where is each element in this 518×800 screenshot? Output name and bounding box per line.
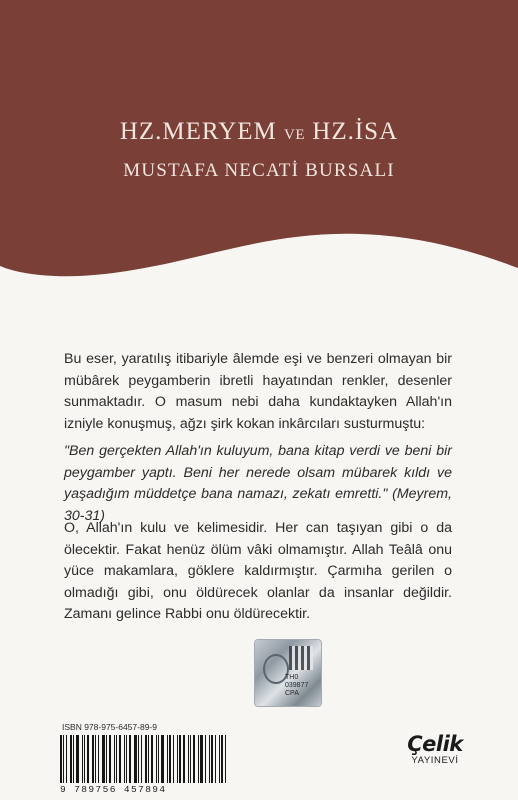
- title-conjunction: VE: [284, 127, 306, 143]
- barcode-bar: [183, 735, 185, 783]
- barcode-bar: [138, 735, 139, 783]
- barcode-bar: [200, 735, 203, 783]
- barcode-bar: [63, 735, 64, 783]
- barcode-bar: [190, 735, 191, 783]
- barcode-bar: [98, 735, 99, 783]
- hologram-code-line-1: TH0: [285, 674, 299, 681]
- barcode-bar: [116, 735, 117, 783]
- barcode-bar: [169, 735, 171, 783]
- barcode-bar: [209, 735, 210, 783]
- quote-block: [64, 441, 452, 527]
- barcode-bar: [145, 735, 147, 783]
- barcode-bar: [126, 735, 127, 783]
- barcode-bar: [114, 735, 115, 783]
- barcode-bar: [179, 735, 181, 783]
- barcode-bar: [156, 735, 157, 783]
- barcode-bar: [158, 735, 159, 783]
- blurb-paragraph-1: Bu eser, yaratılış itibariyle âlemde eşi ve benzeri olmayan bir mübârek peygamberin ibretli hayatından renkler, desenler sunmaktadır. O masum nebi daha kundaktayken Allah'ın izniyle konuşmuş, ağzı şirk kokan inkârcıları susturmuştu:: [64, 351, 452, 432]
- barcode-bar: [198, 735, 199, 783]
- barcode-bar: [193, 735, 195, 783]
- barcode-bar: [119, 735, 121, 783]
- barcode-bar: [151, 735, 153, 783]
- title-part-meryem: HZ.MERYEM: [119, 118, 277, 145]
- title-band: [0, 0, 518, 300]
- barcode-bar: [148, 735, 149, 783]
- barcode-bar: [211, 735, 213, 783]
- barcode-bar: [95, 735, 96, 783]
- barcode-bar: [109, 735, 111, 783]
- barcode-bar: [188, 735, 189, 783]
- publisher-subtitle: YAYINEVİ: [411, 755, 459, 766]
- hologram-code-line-3: CPA: [285, 690, 299, 697]
- barcode-bar: [106, 735, 107, 783]
- qr-code-icon: [289, 646, 313, 670]
- barcode-bar: [82, 735, 83, 783]
- barcode-bar: [70, 735, 72, 783]
- barcode-bar: [215, 735, 216, 783]
- book-title: [0, 118, 518, 146]
- barcode-bar: [161, 735, 164, 783]
- barcode-bar: [87, 735, 89, 783]
- quote-text: "Ben gerçekten Allah'ın kuluyum, bana kitap verdi ve beni bir peygamber yaptı. Beni her nerede olsam mübarek kıldı ve yaşadığım müddetçe bana namazı, zekatı emretti." (Meyrem, 30-31): [64, 443, 452, 524]
- barcode-bar: [221, 735, 223, 783]
- blurb-paragraph: [64, 349, 452, 435]
- barcode-bar: [173, 735, 174, 783]
- publisher-name: Çelik: [407, 732, 463, 756]
- barcode-block: [60, 722, 229, 795]
- hologram-sticker: [255, 640, 321, 706]
- barcode-bar: [102, 735, 105, 783]
- publisher-logo: [400, 732, 470, 766]
- title-part-isa: HZ.İSA: [312, 118, 399, 145]
- barcode-bar: [76, 735, 79, 783]
- barcode-bars: [60, 735, 229, 783]
- barcode-bar: [84, 735, 85, 783]
- barcode-bar: [66, 735, 67, 783]
- hologram-code: [285, 674, 308, 698]
- barcode-bar: [124, 735, 125, 783]
- isbn-label: ISBN 978-975-6457-89-9: [62, 722, 157, 732]
- barcode-bar: [141, 735, 142, 783]
- barcode-bar: [134, 735, 137, 783]
- barcode-bar: [225, 735, 226, 783]
- barcode-bar: [205, 735, 206, 783]
- barcode-bar: [167, 735, 168, 783]
- author-name: MUSTAFA NECATİ BURSALI: [123, 160, 395, 181]
- barcode-bar: [177, 735, 178, 783]
- barcode-number: 9 789756 457894: [60, 784, 167, 795]
- blurb-paragraph-2: O, Allah'ın kulu ve kelimesidir. Her can taşıyan gibi o da ölecektir. Fakat henüz ölüm vâki olmamıştır. Allah Teâlâ onu yüce makamlara, göklere kaldırmıştır. Çarmıha gerilen o olmadığı gibi, onu öldürecek olanlar da insanlar değildir. Zamanı gelince Rabbi onu öldürecektir.: [64, 520, 452, 623]
- barcode-bar: [219, 735, 220, 783]
- barcode-bar: [92, 735, 94, 783]
- barcode-bar: [60, 735, 62, 783]
- barcode-bar: [73, 735, 74, 783]
- blurb-paragraph: [64, 518, 452, 626]
- barcode-bar: [129, 735, 131, 783]
- hologram-code-line-2: 039877: [285, 682, 309, 689]
